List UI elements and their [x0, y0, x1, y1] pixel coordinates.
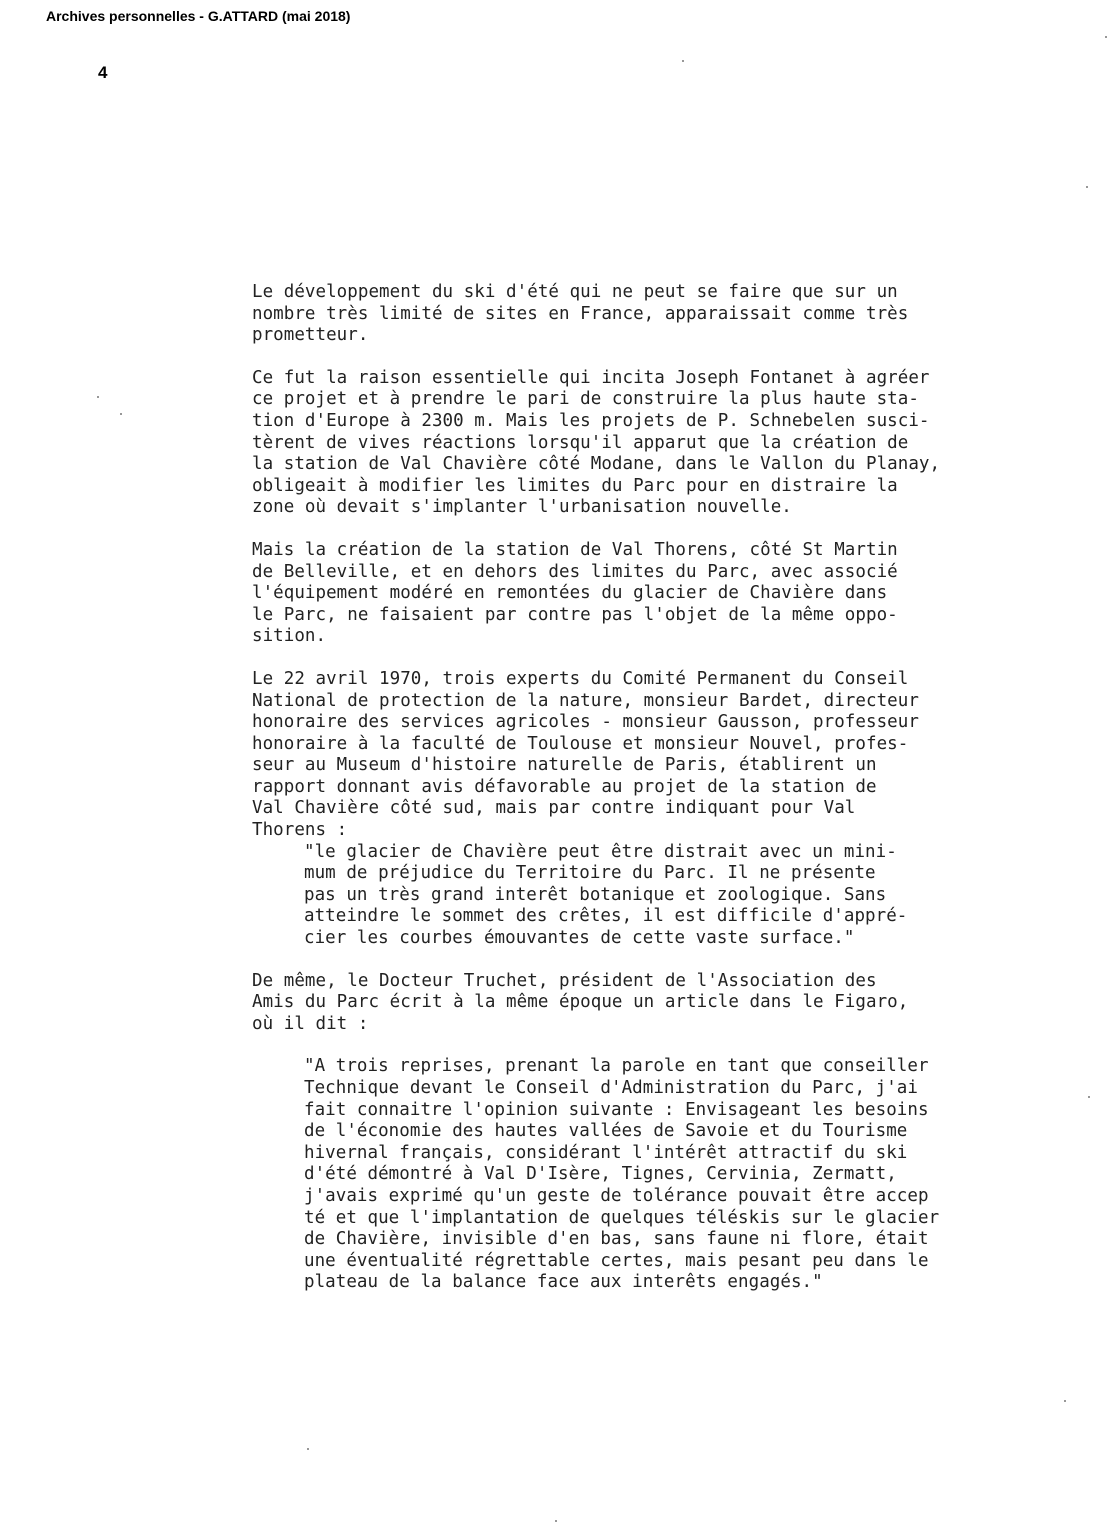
quote-line: hivernal français, considérant l'intérêt attractif du ski [304, 1142, 908, 1163]
text-line: obligeait à modifier les limites du Parc pour en distraire la [252, 475, 898, 496]
paragraph-summer-ski [252, 282, 972, 347]
text-line: Thorens : [252, 820, 348, 841]
text-line: sition. [252, 626, 327, 647]
scan-speck [1086, 186, 1088, 188]
text-line: honoraire à la faculté de Toulouse et monsieur Nouvel, profes- [252, 733, 909, 754]
text-line: National de protection de la nature, monsieur Bardet, directeur [252, 690, 919, 711]
quote-line: cier les courbes émouvantes de cette vaste surface." [304, 928, 855, 949]
text-line: tion d'Europe à 2300 m. Mais les projets de P. Schnebelen susci- [252, 410, 930, 431]
quote-line: Technique devant le Conseil d'Administration du Parc, j'ai [304, 1078, 918, 1098]
quote-truchet [304, 1056, 972, 1294]
scan-speck [307, 1448, 309, 1450]
scan-speck [1105, 36, 1107, 38]
quote-line: fait connaitre l'opinion suivante : Envisageant les besoins [304, 1099, 929, 1120]
quote-line: d'été démontré à Val D'Isère, Tignes, Cervinia, Zermatt, [304, 1164, 897, 1185]
quote-line: de l'économie des hautes vallées de Savoie et du Tourisme [304, 1121, 908, 1142]
paragraph-val-thorens [252, 540, 972, 648]
quote-line: té et que l'implantation de quelques téléskis sur le glacier [304, 1207, 940, 1228]
text-line: Le développement du ski d'été qui ne peut se faire que sur un [252, 282, 898, 302]
quote-line: plateau de la balance face aux interêts engagés." [304, 1272, 823, 1293]
quote-line: "le glacier de Chavière peut être distrait avec un mini- [304, 841, 897, 862]
scan-speck [682, 60, 684, 62]
text-line: nombre très limité de sites en France, apparaissait comme très [252, 303, 909, 324]
text-line: De même, le Docteur Truchet, président de l'Association des [252, 970, 877, 991]
text-line: Mais la création de la station de Val Thorens, côté St Martin [252, 539, 898, 560]
text-line: Ce fut la raison essentielle qui incita Joseph Fontanet à agréer [252, 367, 930, 388]
text-line: où il dit : [252, 1013, 369, 1034]
scan-speck [1064, 1400, 1066, 1402]
document-body [252, 282, 972, 1315]
quote-line: j'avais exprimé qu'un geste de tolérance pouvait être accep [304, 1185, 929, 1206]
text-line: Le 22 avril 1970, trois experts du Comité Permanent du Conseil [252, 668, 909, 689]
paragraph-fontanet-project [252, 368, 972, 519]
quote-line: mum de préjudice du Territoire du Parc. Il ne présente [304, 863, 876, 884]
paragraph-truchet [252, 971, 972, 1036]
text-line: la station de Val Chavière côté Modane, dans le Vallon du Planay, [252, 454, 941, 475]
paragraph-experts-report [252, 669, 972, 842]
text-line: honoraire des services agricoles - monsieur Gausson, professeur [252, 712, 919, 733]
page-number: 4 [98, 63, 108, 82]
text-line: seur au Museum d'histoire naturelle de Paris, établirent un [252, 755, 877, 776]
text-line: le Parc, ne faisaient par contre pas l'objet de la même oppo- [252, 604, 898, 625]
text-line: Val Chavière côté sud, mais par contre indiquant pour Val [252, 798, 856, 819]
scan-speck [555, 1520, 557, 1522]
scan-speck [97, 396, 99, 398]
text-line: prometteur. [252, 325, 369, 346]
scan-speck [120, 413, 122, 415]
text-line: Amis du Parc écrit à la même époque un article dans le Figaro, [252, 992, 909, 1013]
quote-experts [304, 842, 972, 950]
text-line: de Belleville, et en dehors des limites du Parc, avec associé [252, 561, 898, 582]
quote-line: "A trois reprises, prenant la parole en tant que conseiller [304, 1056, 929, 1077]
archive-header: Archives personnelles - G.ATTARD (mai 2018) [46, 8, 351, 24]
text-line: tèrent de vives réactions lorsqu'il apparut que la création de [252, 432, 909, 453]
text-line: rapport donnant avis défavorable au projet de la station de [252, 776, 877, 797]
text-line: ce projet et à prendre le pari de construire la plus haute sta- [252, 389, 919, 410]
quote-line: de Chavière, invisible d'en bas, sans faune ni flore, était [304, 1229, 929, 1250]
quote-line: une éventualité régrettable certes, mais pesant peu dans le [304, 1250, 929, 1271]
text-line: l'équipement modéré en remontées du glacier de Chavière dans [252, 583, 888, 604]
quote-line: pas un très grand interêt botanique et zoologique. Sans [304, 884, 887, 905]
quote-line: atteindre le sommet des crêtes, il est difficile d'appré- [304, 906, 908, 927]
text-line: zone où devait s'implanter l'urbanisation nouvelle. [252, 497, 792, 518]
scan-speck [1088, 1096, 1090, 1098]
